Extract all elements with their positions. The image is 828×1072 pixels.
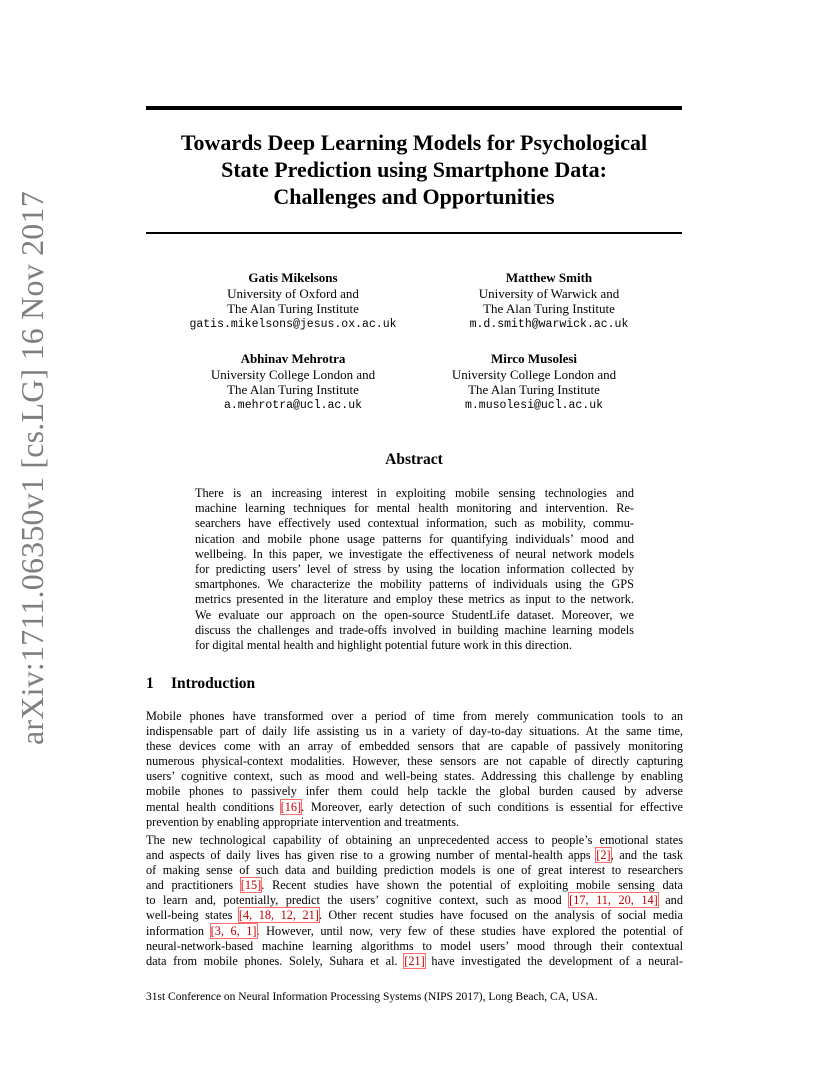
section-number: 1 <box>146 675 154 692</box>
author-affiliation: The Alan Turing Institute <box>483 301 615 316</box>
author-block <box>173 270 413 332</box>
section-title: Introduction <box>171 675 256 692</box>
line-text: and <box>657 893 683 908</box>
paragraph-line <box>146 893 683 908</box>
abstract-heading: Abstract <box>385 451 443 468</box>
intro-paragraph-1 <box>146 709 683 830</box>
abstract-body <box>195 486 634 653</box>
citation-link[interactable]: [21] <box>404 953 425 968</box>
author-name: Matthew Smith <box>505 270 593 285</box>
line-text: . Recent studies have shown the potential of exploiting mobile sensing data <box>261 878 683 893</box>
title-top-rule <box>146 106 682 110</box>
paragraph-line <box>146 800 683 815</box>
author-block <box>429 270 669 332</box>
abstract-line: There is an increasing interest in exploiting mobile sensing technologies and <box>195 486 634 500</box>
citation-link[interactable]: [15] <box>240 878 262 893</box>
author-affiliation: The Alan Turing Institute <box>227 301 359 316</box>
title-line: Challenges and Opportunities <box>273 184 555 209</box>
paragraph-line <box>146 878 683 893</box>
abstract-line: wellbeing. In this paper, we investigate the effectiveness of neural network models <box>195 546 634 561</box>
paper-title <box>146 129 682 210</box>
citation-link[interactable]: [16] <box>280 799 302 814</box>
author-email[interactable]: gatis.mikelsons@jesus.ox.ac.uk <box>189 317 397 331</box>
paragraph-line: The new technological capability of obtaining an unprecedented access to people’s emotional states <box>146 833 683 847</box>
author-email[interactable]: m.musolesi@ucl.ac.uk <box>464 398 604 412</box>
arxiv-identifier: arXiv:1711.06350v1 [cs.LG] 16 Nov 2017 <box>14 191 50 745</box>
title-line: State Prediction using Smartphone Data: <box>221 157 607 182</box>
paragraph-line: numerous physical-context modalities. However, these sensors are not capable of directly capturing <box>146 754 683 769</box>
line-text: and aspects of daily lives has given rise to a growing number of mental-health apps <box>146 848 597 863</box>
abstract-line: for digital mental health and highlight potential future work in this direction. <box>195 638 573 653</box>
paragraph-line: Mobile phones have transformed over a period of time from merely communication tools to an <box>146 709 683 723</box>
author-email[interactable]: m.d.smith@warwick.ac.uk <box>469 317 629 331</box>
citation-link[interactable]: [17, 11, 20, 14] <box>569 893 658 908</box>
paragraph-line: prevention by enabling appropriate intervention and treatments. <box>146 814 460 829</box>
author-block <box>414 351 654 413</box>
abstract-line: for predicting users’ level of stress by using the location information collected by <box>195 562 634 577</box>
author-block <box>173 351 413 413</box>
paragraph-line <box>146 848 683 863</box>
author-affiliation: The Alan Turing Institute <box>227 382 359 397</box>
paragraph-line: of making sense of such data and building prediction models is one of great interest to researchers <box>146 863 683 878</box>
author-affiliation: University College London and <box>210 366 376 382</box>
abstract-line: smartphones. We characterize the mobility patterns of individuals using the GPS <box>195 577 634 592</box>
citation-link[interactable]: [3, 6, 1] <box>210 923 257 938</box>
author-affiliation: University of Warwick and <box>478 285 620 301</box>
author-name: Gatis Mikelsons <box>248 270 338 285</box>
intro-paragraph-2 <box>146 833 683 969</box>
abstract-line: machine learning techniques for mental health monitoring and intervention. Re- <box>195 501 634 516</box>
author-affiliation: The Alan Turing Institute <box>468 382 600 397</box>
citation-link[interactable]: [2] <box>596 848 611 863</box>
line-text: information <box>146 923 211 938</box>
author-affiliation: University of Oxford and <box>227 285 359 301</box>
line-text: . Other recent studies have focused on the analysis of social media <box>318 908 683 923</box>
abstract-line: nication and mobile phone usage patterns for quantifying individuals’ mood and <box>195 531 634 546</box>
paragraph-line: these devices come with an array of embedded sensors that are capable of passively monitoring <box>146 739 683 754</box>
conference-footnote: 31st Conference on Neural Information Processing Systems (NIPS 2017), Long Beach, CA, USA. <box>146 991 598 1003</box>
line-text: data from mobile phones. Solely, Suhara et al. <box>146 953 405 968</box>
paragraph-line: neural-network-based machine learning algorithms to model users’ mood through their contextual <box>146 938 683 953</box>
title-bottom-rule <box>146 232 682 234</box>
line-text: have investigated the development of a neural- <box>424 953 683 968</box>
paragraph-line <box>146 908 683 923</box>
line-text: , and the task <box>610 848 683 863</box>
paragraph-line: mobile phones to passively infer them could help tackle the global burden caused by adverse <box>146 784 683 799</box>
abstract-line: discuss the challenges and trade-offs involved in building machine learning models <box>195 622 634 637</box>
paragraph-line <box>146 954 683 969</box>
line-text: to learn and, potentially, predict the users’ cognitive context, such as mood <box>146 893 570 908</box>
author-affiliation: University College London and <box>451 366 617 382</box>
paragraph-line: users’ cognitive context, such as mood and well-being states. Addressing this challenge by enabling <box>146 769 683 784</box>
abstract-line: searchers have effectively used contextual information, such as mobility, commu- <box>195 516 634 531</box>
citation-link[interactable]: [4, 18, 12, 21] <box>238 908 319 923</box>
abstract-line: We evaluate our approach on the open-source StudentLife dataset. Moreover, we <box>195 607 634 622</box>
line-text: mental health conditions <box>146 799 281 814</box>
line-text: well-being states <box>146 908 239 923</box>
paragraph-line <box>146 924 683 939</box>
title-line: Towards Deep Learning Models for Psychological <box>180 130 648 155</box>
paragraph-line: indispensable part of daily life assisting us in a variety of day-to-day situations. At the same time, <box>146 724 683 739</box>
author-name: Abhinav Mehrotra <box>240 351 346 366</box>
line-text: . Moreover, early detection of such conditions is essential for effective <box>301 799 683 814</box>
author-name: Mirco Musolesi <box>490 351 578 366</box>
line-text: . However, until now, very few of these studies have explored the potential of <box>256 923 683 938</box>
author-email[interactable]: a.mehrotra@ucl.ac.uk <box>223 398 363 412</box>
abstract-line: metrics presented in the literature and employ these metrics as input to the network. <box>195 592 634 607</box>
section-heading-introduction <box>146 675 255 693</box>
line-text: and practitioners <box>146 878 241 893</box>
